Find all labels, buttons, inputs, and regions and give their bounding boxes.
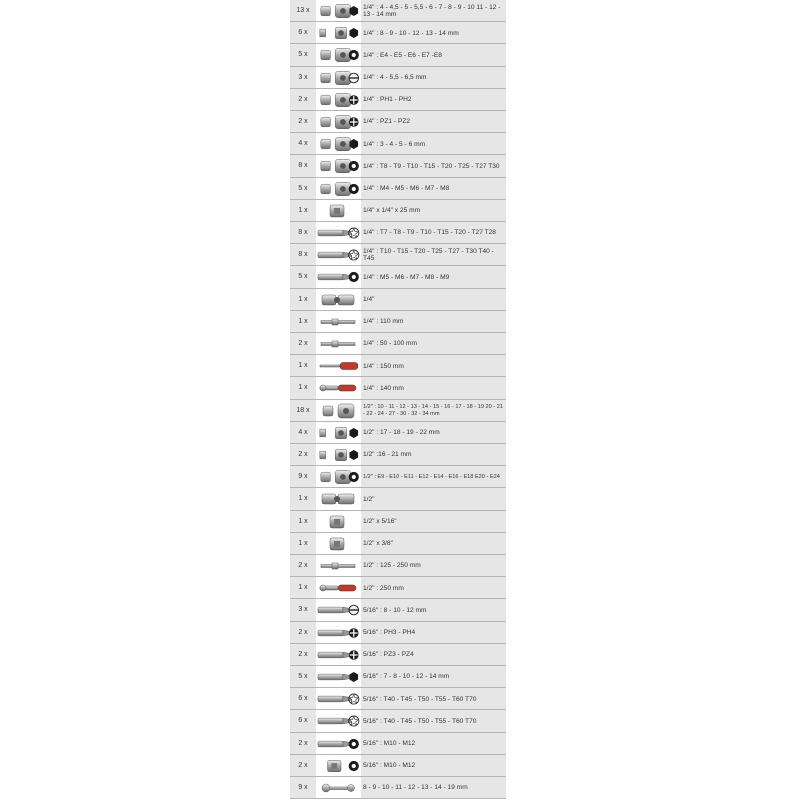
quantity-cell: 2 x — [290, 555, 316, 577]
table-row — [290, 444, 506, 466]
quantity-cell: 1 x — [290, 377, 316, 399]
description-cell — [361, 710, 506, 732]
description-text: 5/16" : T40 - T45 - T50 - T55 - T60 T70 — [363, 695, 477, 703]
table-row — [290, 377, 506, 399]
description-text: 1/4" : 150 mm — [363, 362, 404, 370]
hex-end-icon — [348, 27, 360, 39]
torx-end-icon — [348, 160, 360, 172]
table-row — [290, 111, 506, 133]
description-cell — [361, 577, 506, 599]
table-row — [290, 0, 506, 22]
table-row — [290, 266, 506, 288]
table-row — [290, 533, 506, 555]
tool-image-cell — [316, 555, 360, 577]
table-row — [290, 333, 506, 355]
tool-image-cell — [316, 22, 360, 44]
description-text: 1/4" : PZ1 - PZ2 — [363, 118, 411, 126]
tool-image-cell — [316, 511, 360, 533]
combination-wrench-icon — [318, 778, 358, 798]
description-cell — [361, 44, 506, 66]
quantity-cell: 13 x — [290, 0, 316, 22]
description-text: 1/4" : PH1 - PH2 — [363, 96, 412, 104]
quantity-cell: 5 x — [290, 178, 316, 200]
description-cell — [361, 155, 506, 177]
tool-image-cell — [316, 222, 360, 244]
ratchet-icon — [318, 378, 358, 398]
slotted-end-icon — [348, 72, 360, 84]
description-cell — [361, 0, 506, 22]
socket-hex-icon — [318, 401, 358, 421]
tool-image-cell — [316, 422, 360, 444]
description-text: 8 - 9 - 10 - 11 - 12 - 13 - 14 - 19 mm — [363, 784, 468, 792]
table-row — [290, 666, 506, 688]
quantity-cell: 5 x — [290, 266, 316, 288]
description-text: 1/4" : M5 - M6 - M7 - M8 - M9 — [363, 273, 450, 281]
tool-image-cell — [316, 644, 360, 666]
universal-joint-icon — [318, 290, 358, 310]
quantity-cell: 5 x — [290, 666, 316, 688]
description-cell — [361, 555, 506, 577]
extension-bar-icon — [318, 334, 358, 354]
tool-image-cell — [316, 67, 360, 89]
table-row — [290, 555, 506, 577]
description-text: 5/16" : T40 - T45 - T50 - T55 - T60 T70 — [363, 717, 477, 725]
tool-image-cell — [316, 622, 360, 644]
description-text: 1/2" : 250 mm — [363, 584, 404, 592]
tool-image-cell — [316, 133, 360, 155]
description-text: 1/4" : 140 mm — [363, 384, 404, 392]
spline-end-icon — [348, 738, 360, 750]
tool-image-cell — [316, 89, 360, 111]
description-cell — [361, 688, 506, 710]
description-cell — [361, 289, 506, 311]
description-cell — [361, 355, 506, 377]
description-cell — [361, 466, 506, 488]
table-row — [290, 511, 506, 533]
description-text: 1/4" : 3 - 4 - 5 - 6 mm — [363, 140, 426, 148]
table-row — [290, 355, 506, 377]
description-cell — [361, 311, 506, 333]
universal-joint-icon — [318, 489, 358, 509]
description-text: 1/4" : M4 - M5 - M6 - M7 - M8 — [363, 184, 450, 192]
quantity-cell: 1 x — [290, 577, 316, 599]
description-text: 1/4" : E4 - E5 - E6 - E7 -E8 — [363, 51, 442, 59]
sliding-t-bar-icon — [318, 312, 358, 332]
tool-image-cell — [316, 688, 360, 710]
description-cell — [361, 244, 506, 266]
quantity-cell: 6 x — [290, 22, 316, 44]
torx-star-icon — [348, 227, 360, 239]
quantity-cell: 8 x — [290, 244, 316, 266]
table-row — [290, 178, 506, 200]
description-text: 1/4" : T10 - T15 - T20 - T25 - T27 - T30 T40 - T45 — [363, 247, 494, 263]
table-row — [290, 755, 506, 777]
table-row — [290, 710, 506, 732]
tool-image-cell — [316, 355, 360, 377]
tool-image-cell — [316, 333, 360, 355]
tool-image-cell — [316, 710, 360, 732]
tool-image-cell — [316, 289, 360, 311]
pozidriv-end-icon — [348, 649, 360, 661]
quantity-cell: 2 x — [290, 755, 316, 777]
tool-image-cell — [316, 466, 360, 488]
quantity-cell: 1 x — [290, 533, 316, 555]
socket-adapter-icon — [318, 534, 358, 554]
description-cell — [361, 222, 506, 244]
quantity-cell: 4 x — [290, 133, 316, 155]
tool-image-cell — [316, 311, 360, 333]
description-text: 1/4" : 4 - 4,5 - 5 - 5,5 - 6 - 7 - 8 - 9 - 10 11 - 12 - 13 - 14 mm — [363, 3, 501, 19]
parts-table — [290, 0, 506, 800]
quantity-cell: 6 x — [290, 710, 316, 732]
spline-end-icon — [348, 271, 360, 283]
slotted-end-icon — [348, 604, 360, 616]
description-text: 1/2" x 5/16" — [363, 517, 397, 525]
spline-end-icon — [348, 183, 360, 195]
description-text: 1/2" : E9 - E10 - E11 - E12 - E14 - E16 - E18 E20 - E24 — [363, 473, 500, 480]
description-cell — [361, 511, 506, 533]
table-row — [290, 289, 506, 311]
table-row — [290, 644, 506, 666]
table-row — [290, 488, 506, 510]
description-text: 1/2" : 17 - 18 - 19 - 22 mm — [363, 429, 440, 437]
table-row — [290, 67, 506, 89]
e-torx-end-icon — [348, 49, 360, 61]
table-row — [290, 400, 506, 422]
table-row — [290, 133, 506, 155]
description-text: 5/16" : 7 - 8 - 10 - 12 - 14 mm — [363, 673, 450, 681]
table-row — [290, 200, 506, 222]
quantity-cell: 1 x — [290, 355, 316, 377]
tool-image-cell — [316, 577, 360, 599]
description-text: 1/2" :16 - 21 mm — [363, 451, 412, 459]
quantity-cell: 2 x — [290, 622, 316, 644]
quantity-cell: 1 x — [290, 289, 316, 311]
tool-image-cell — [316, 755, 360, 777]
description-text: 1/4" : T7 - T8 - T9 - T10 - T15 - T20 - T27 T28 — [363, 229, 496, 237]
description-text: 1/4" : 110 mm — [363, 318, 404, 326]
tool-image-cell — [316, 733, 360, 755]
quantity-cell: 3 x — [290, 599, 316, 621]
description-cell — [361, 422, 506, 444]
quantity-cell: 2 x — [290, 89, 316, 111]
table-row — [290, 311, 506, 333]
description-text: 1/2" : 10 - 11 - 12 - 13 - 14 - 15 - 16 - 17 - 18 - 19 20 - 21 - 22 - 24 - 27 - 30 - 32 - 34 mm — [363, 404, 503, 417]
tool-image-cell — [316, 0, 360, 22]
bit-adapter-icon — [318, 201, 358, 221]
pozidriv-end-icon — [348, 116, 360, 128]
tool-image-cell — [316, 200, 360, 222]
tool-image-cell — [316, 400, 360, 422]
table-row — [290, 22, 506, 44]
table-row — [290, 733, 506, 755]
tool-image-cell — [316, 178, 360, 200]
table-row — [290, 599, 506, 621]
spline-end-icon — [348, 760, 360, 772]
description-cell — [361, 444, 506, 466]
description-text: 5/16" : M10 - M12 — [363, 739, 416, 747]
description-text: 1/2" : 125 - 250 mm — [363, 562, 421, 570]
hex-end-icon — [348, 138, 360, 150]
hex-end-icon — [348, 671, 360, 683]
tool-image-cell — [316, 266, 360, 288]
description-cell — [361, 400, 506, 422]
description-text: 1/4" : 8 - 9 - 10 - 12 - 13 - 14 mm — [363, 29, 459, 37]
quantity-cell: 4 x — [290, 422, 316, 444]
quantity-cell: 8 x — [290, 155, 316, 177]
extension-bar-icon — [318, 556, 358, 576]
quantity-cell: 1 x — [290, 488, 316, 510]
hex-end-icon — [348, 449, 360, 461]
hex-end-icon — [348, 427, 360, 439]
quantity-cell: 18 x — [290, 400, 316, 422]
ratchet-icon — [318, 578, 358, 598]
table-row — [290, 466, 506, 488]
description-cell — [361, 133, 506, 155]
tool-image-cell — [316, 533, 360, 555]
description-cell — [361, 377, 506, 399]
torx-star-icon — [348, 693, 360, 705]
quantity-cell: 2 x — [290, 644, 316, 666]
description-cell — [361, 111, 506, 133]
description-cell — [361, 777, 506, 799]
tool-image-cell — [316, 44, 360, 66]
spinner-handle-icon — [318, 356, 358, 376]
description-cell — [361, 755, 506, 777]
table-row — [290, 89, 506, 111]
table-row — [290, 44, 506, 66]
tool-image-cell — [316, 666, 360, 688]
table-row — [290, 222, 506, 244]
quantity-cell: 8 x — [290, 222, 316, 244]
description-text: 1/4" : 4 - 5,5 - 6,5 mm — [363, 73, 427, 81]
quantity-cell: 5 x — [290, 44, 316, 66]
hex-end-icon — [348, 5, 360, 17]
quantity-cell: 1 x — [290, 200, 316, 222]
table-row — [290, 244, 506, 266]
quantity-cell: 9 x — [290, 466, 316, 488]
description-text: 1/4" : 50 - 100 mm — [363, 340, 418, 348]
pentagon-star-icon — [348, 715, 360, 727]
description-text: 5/16" : M10 - M12 — [363, 762, 416, 770]
quantity-cell: 2 x — [290, 733, 316, 755]
description-cell — [361, 599, 506, 621]
tool-image-cell — [316, 444, 360, 466]
description-text: 5/16" : 8 - 10 - 12 mm — [363, 606, 427, 614]
tool-image-cell — [316, 599, 360, 621]
table-row — [290, 622, 506, 644]
description-text: 1/4" x 1/4" x 25 mm — [363, 207, 421, 215]
tool-image-cell — [316, 155, 360, 177]
description-cell — [361, 666, 506, 688]
quantity-cell: 9 x — [290, 777, 316, 799]
table-row — [290, 422, 506, 444]
tool-image-cell — [316, 777, 360, 799]
description-cell — [361, 266, 506, 288]
quantity-cell: 2 x — [290, 444, 316, 466]
tool-image-cell — [316, 111, 360, 133]
description-text: 5/16" : PZ3 - PZ4 — [363, 651, 414, 659]
quantity-cell: 3 x — [290, 67, 316, 89]
tool-image-cell — [316, 488, 360, 510]
phillips-end-icon — [348, 94, 360, 106]
e-torx-end-icon — [348, 471, 360, 483]
quantity-cell: 6 x — [290, 688, 316, 710]
description-cell — [361, 533, 506, 555]
description-cell — [361, 178, 506, 200]
description-text: 1/2" x 3/8" — [363, 540, 393, 548]
quantity-cell: 2 x — [290, 333, 316, 355]
description-text: 5/16" : PH3 - PH4 — [363, 628, 416, 636]
description-cell — [361, 622, 506, 644]
description-cell — [361, 733, 506, 755]
description-cell — [361, 67, 506, 89]
tool-image-cell — [316, 244, 360, 266]
description-text: 1/2" — [363, 495, 375, 503]
quantity-cell: 2 x — [290, 111, 316, 133]
description-cell — [361, 488, 506, 510]
table-row — [290, 688, 506, 710]
description-cell — [361, 22, 506, 44]
description-cell — [361, 333, 506, 355]
quantity-cell: 1 x — [290, 311, 316, 333]
quantity-cell: 1 x — [290, 511, 316, 533]
tool-image-cell — [316, 377, 360, 399]
description-cell — [361, 200, 506, 222]
description-text: 1/4" : T8 - T9 - T10 - T15 - T20 - T25 - T27 T30 — [363, 162, 500, 170]
bit-adapter-icon — [318, 512, 358, 532]
phillips-end-icon — [348, 627, 360, 639]
pentagon-star-icon — [348, 249, 360, 261]
description-cell — [361, 89, 506, 111]
table-row — [290, 155, 506, 177]
table-row — [290, 777, 506, 799]
description-cell — [361, 644, 506, 666]
description-text: 1/4" — [363, 295, 375, 303]
table-row — [290, 577, 506, 599]
